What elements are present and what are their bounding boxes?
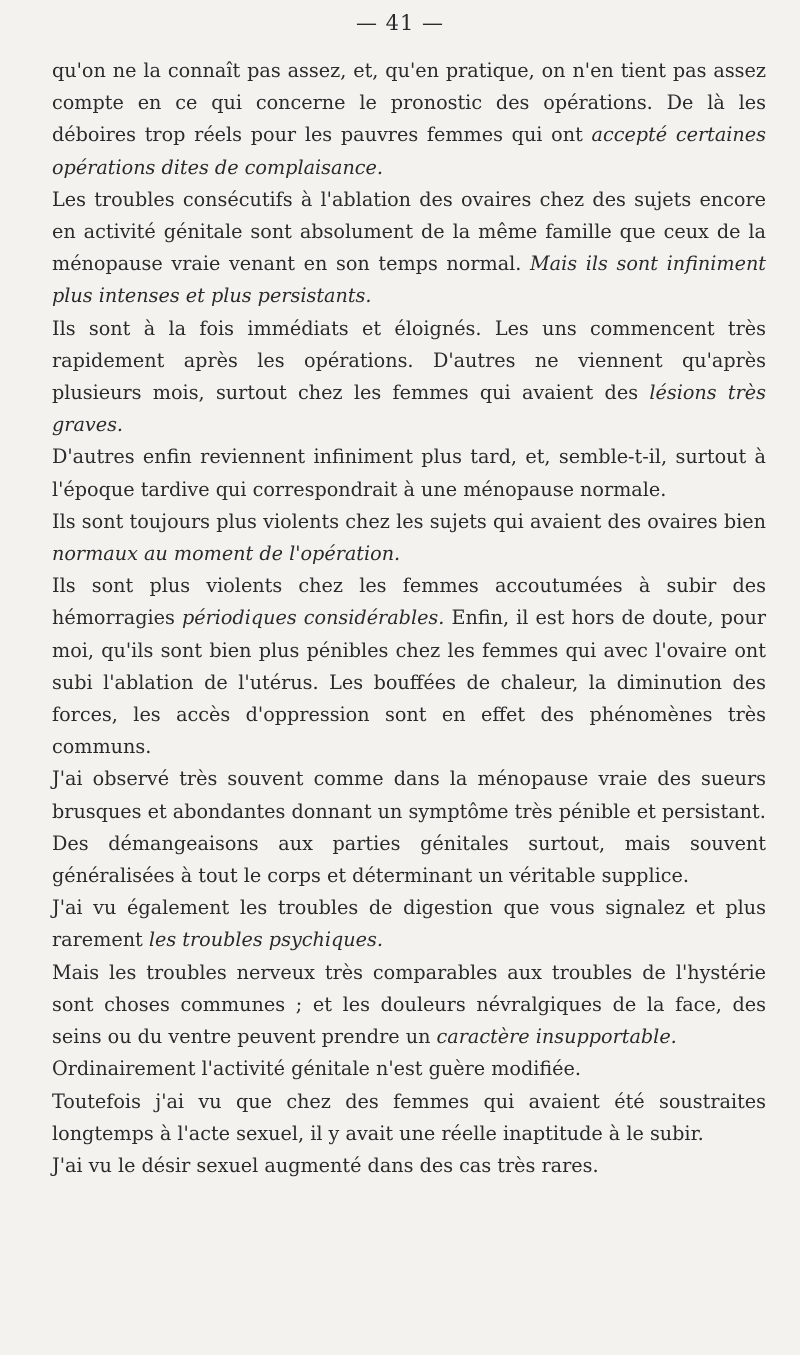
text-run: Mais les troubles nerveux très comparables aux troubles de l'hystérie sont choses communes ; et les douleurs névralgiques de la face, des seins ou du ventre peuvent prendre un <box>52 960 766 1049</box>
paragraph-5 <box>52 506 766 570</box>
text-run: Des démangeaisons aux parties génitales surtout, mais souvent généralisées à tout le corps et déterminant un véritable supplice. <box>52 831 766 888</box>
italic-run: caractère insupportable. <box>436 1025 677 1049</box>
italic-run: périodiques considérables. <box>181 606 445 630</box>
text-run: D'autres enfin reviennent infiniment plus tard, et, semble-t-il, surtout à l'époque tardive qui correspondrait à une ménopause normale. <box>52 445 766 501</box>
paragraph-9 <box>52 892 766 956</box>
paragraph-13 <box>52 1150 766 1182</box>
text-run: Toutefois j'ai vu que chez des femmes qui avaient été soustraites longtemps à l'acte sexuel, il y avait une réelle inaptitude à le subir. <box>52 1089 766 1145</box>
text-run: Ils sont plus violents chez les femmes accoutumées à subir des hémorragies <box>52 574 766 630</box>
text-run: qu'on ne la connaît pas assez, et, qu'en pratique, on n'en tient pas assez compte en ce qui concerne le pronostic des opérations. De là les déboires trop réels pour les pauvres femmes qui ont <box>52 59 766 147</box>
italic-run: les troubles psychiques. <box>148 928 383 952</box>
paragraph-6 <box>52 570 766 763</box>
paragraph-11 <box>52 1053 766 1085</box>
text-run: J'ai vu le désir sexuel augmenté dans des cas très rares. <box>52 1153 599 1177</box>
paragraph-10 <box>52 957 766 1054</box>
paragraph-2 <box>52 184 766 313</box>
text-run: Ils sont à la fois immédiats et éloignés. Les uns commencent très rapidement après les opérations. D'autres ne viennent qu'après plusieurs mois, surtout chez les femmes qui avaient des <box>52 316 766 405</box>
paragraph-3 <box>52 313 766 442</box>
paragraph-12 <box>52 1086 766 1150</box>
italic-run: normaux au moment de l'opération. <box>52 542 401 566</box>
paragraph-8 <box>52 828 766 892</box>
italic-run: Mais ils sont infiniment plus intenses et plus persistants. <box>52 252 767 308</box>
italic-run: lésions très graves. <box>52 381 766 437</box>
text-run: Ordinairement l'activité génitale n'est guère modifiée. <box>52 1057 581 1081</box>
paragraph-4 <box>52 441 766 505</box>
text-run: Ils sont toujours plus violents chez les sujets qui avaient des ovaires bien <box>52 509 766 533</box>
page-number: — 41 — <box>355 11 445 35</box>
paragraph-1 <box>52 55 766 184</box>
text-run: J'ai vu également les troubles de digestion que vous signalez et plus rarement <box>52 896 766 952</box>
text-run: Enfin, il est hors de doute, pour moi, qu'ils sont bien plus pénibles chez les femmes qui avec l'ovaire ont subi l'ablation de l'utérus. Les bouffées de chaleur, la diminution des forces, les accès d'oppression sont en effet des phénomènes très communs. <box>52 606 766 759</box>
body-text <box>52 55 766 1182</box>
text-run: J'ai observé très souvent comme dans la ménopause vraie des sueurs brusques et abondantes donnant un symptôme très pénible et persistant. <box>52 767 766 823</box>
text-run: Les troubles consécutifs à l'ablation des ovaires chez des sujets encore en activité génitale sont absolument de la même famille que ceux de la ménopause vraie venant en son temps normal. <box>52 187 766 276</box>
paragraph-7 <box>52 763 766 827</box>
italic-run: accepté certaines opérations dites de complaisance. <box>52 123 766 179</box>
